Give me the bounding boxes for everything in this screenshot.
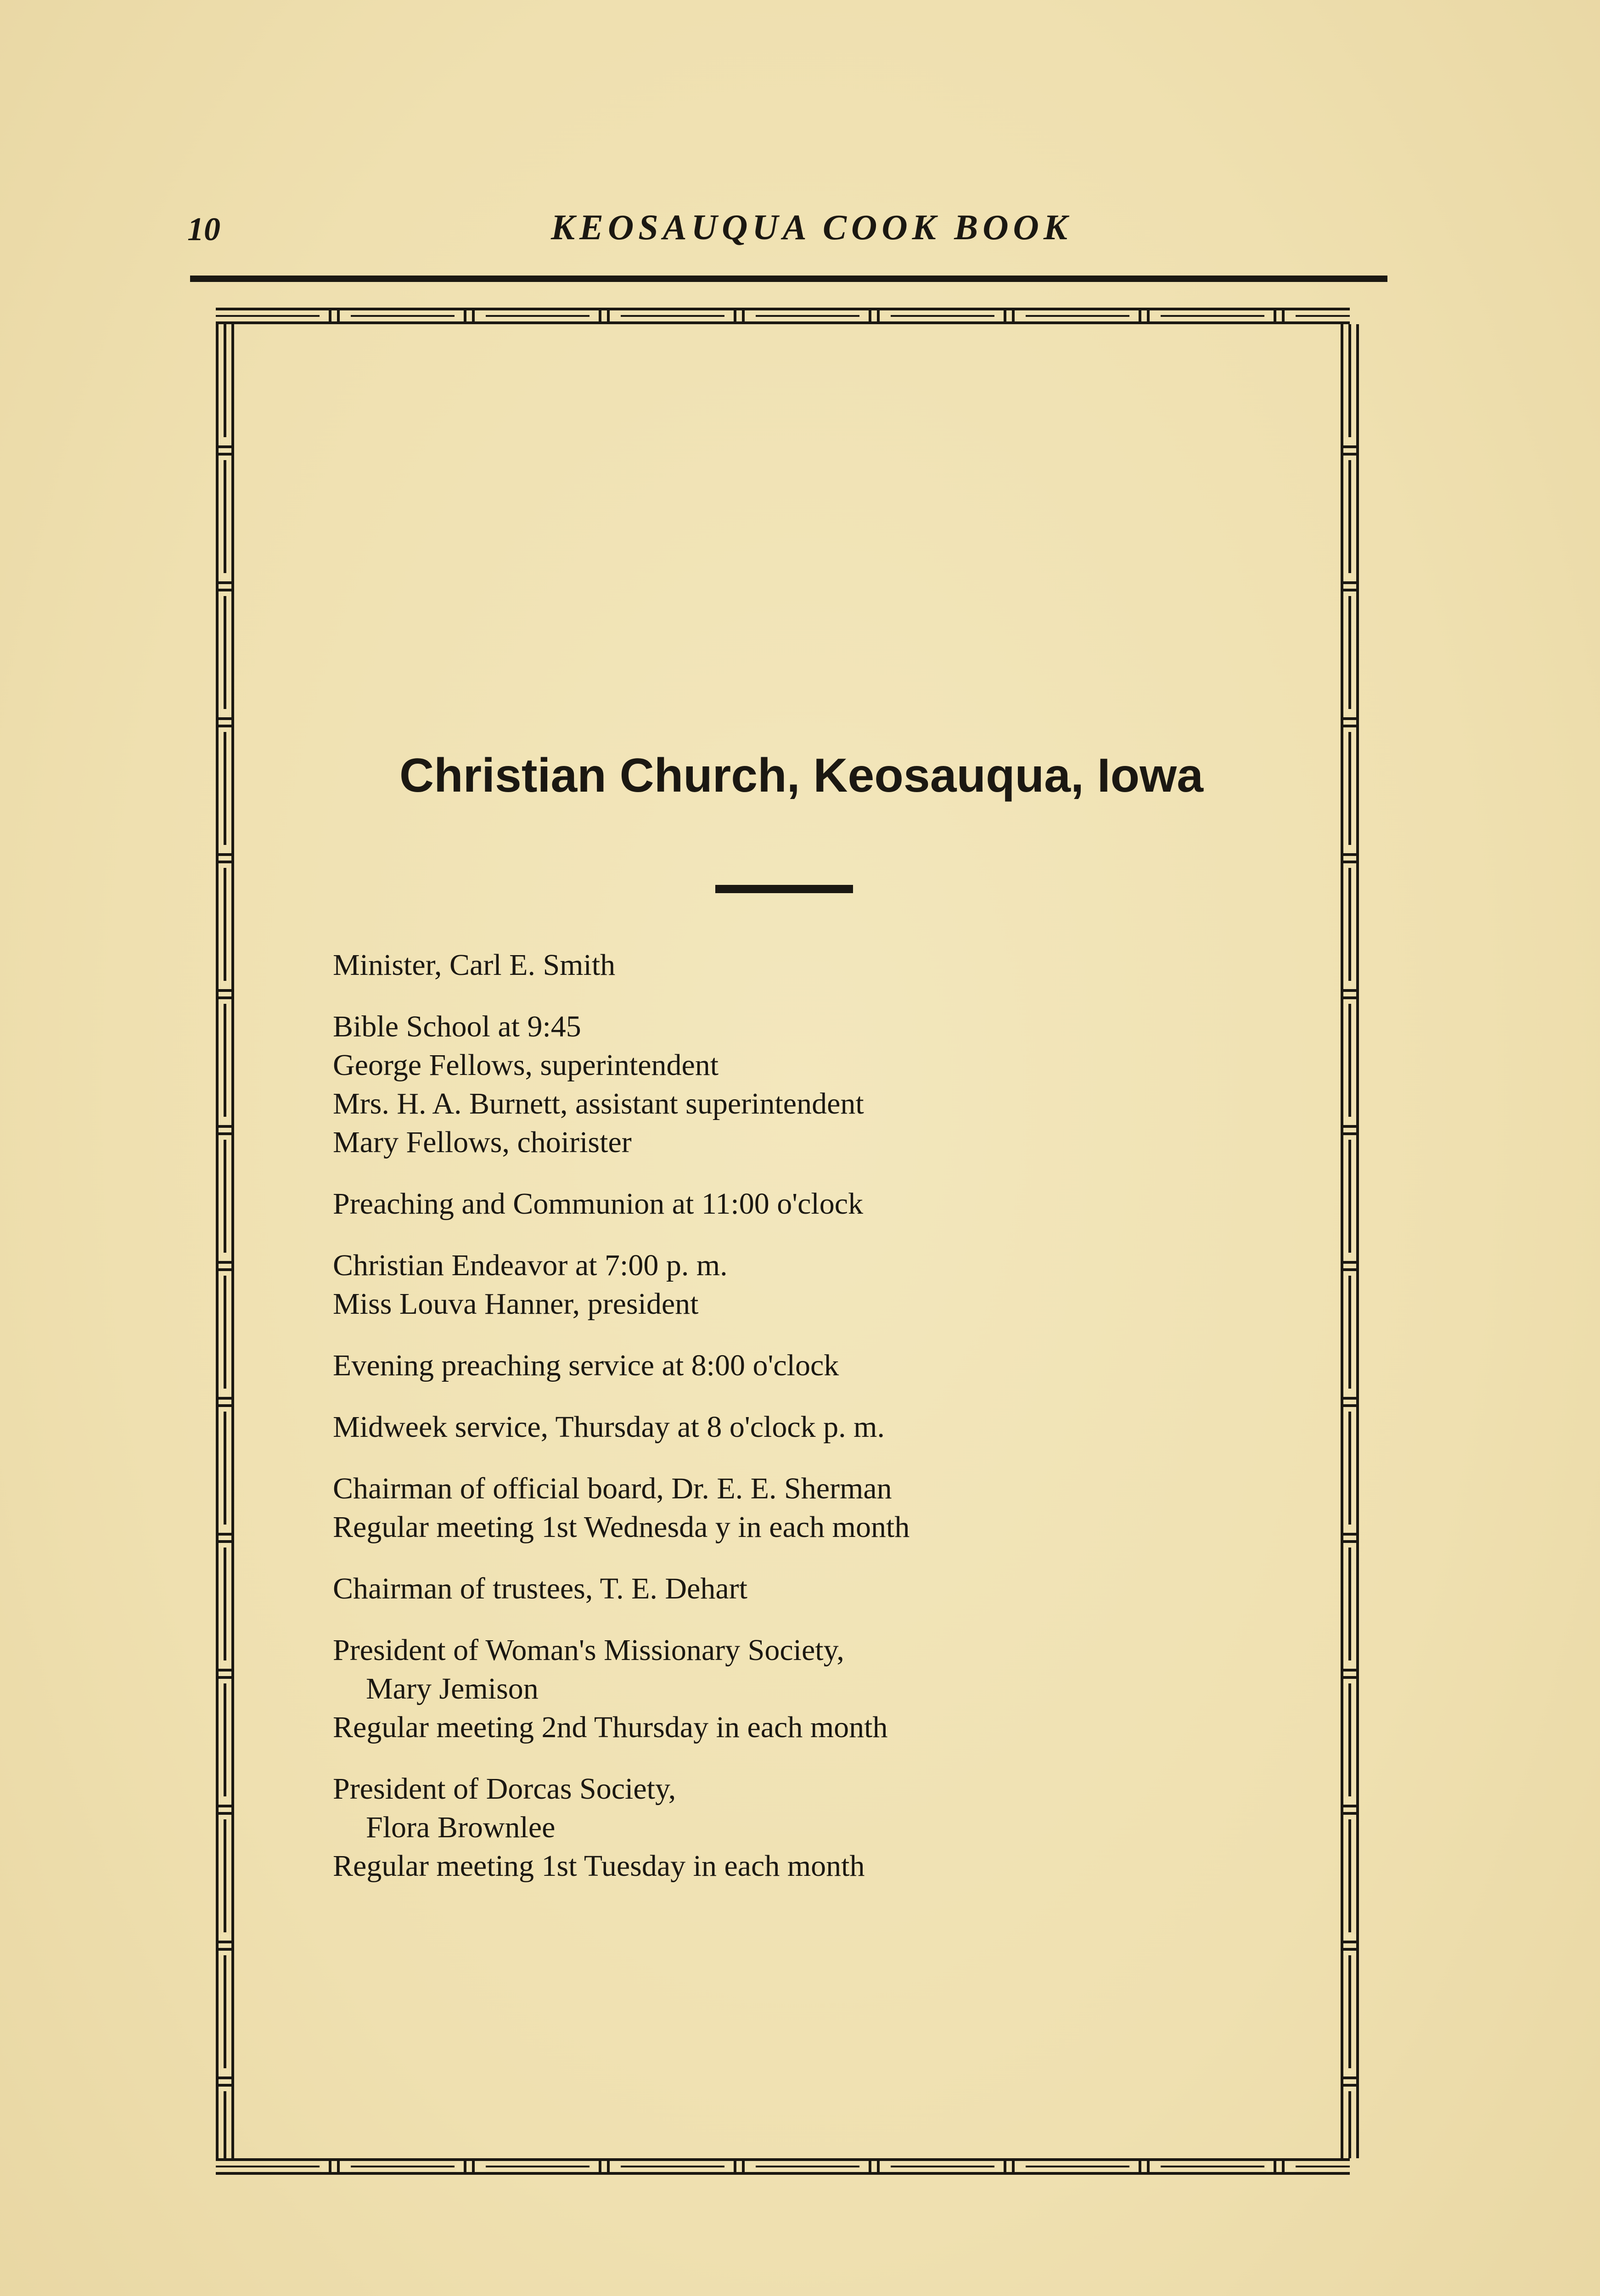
text-line: Miss Louva Hanner, president	[333, 1287, 699, 1321]
ornamental-border-right	[1341, 324, 1359, 2158]
text-line: Minister, Carl E. Smith	[333, 948, 616, 982]
text-line: Mary Jemison	[366, 1672, 539, 1705]
text-line: Regular meeting 1st Tuesday in each month	[333, 1849, 865, 1883]
official-board-entry	[333, 1469, 1320, 1547]
ornamental-border-left	[216, 324, 234, 2158]
trustees-entry	[333, 1570, 1320, 1608]
text-line: Christian Endeavor at 7:00 p. m.	[333, 1249, 728, 1282]
text-line: George Fellows, superintendent	[333, 1048, 719, 1082]
christian-endeavor-entry	[333, 1246, 1320, 1323]
running-head: KEOSAUQUA COOK BOOK	[551, 207, 1072, 247]
ornamental-border-bottom	[216, 2158, 1350, 2175]
midweek-service-entry	[333, 1408, 1320, 1446]
text-line: President of Dorcas Society,	[333, 1772, 676, 1806]
church-directory	[333, 946, 1320, 1908]
text-line: Flora Brownlee	[366, 1811, 556, 1844]
text-line: Midweek service, Thursday at 8 o'clock p. m.	[333, 1410, 885, 1444]
text-line: Regular meeting 1st Wednesda y in each month	[333, 1510, 910, 1544]
bible-school-entry	[333, 1007, 1320, 1162]
minister-entry	[333, 946, 1320, 985]
missionary-society-entry	[333, 1631, 1320, 1747]
text-line: Bible School at 9:45	[333, 1010, 581, 1043]
title-rule	[715, 885, 853, 893]
text-line: Regular meeting 2nd Thursday in each month	[333, 1711, 888, 1744]
page-number: 10	[187, 211, 220, 248]
preaching-entry	[333, 1185, 1320, 1223]
evening-service-entry	[333, 1346, 1320, 1385]
text-line: Mary Fellows, choirister	[333, 1125, 632, 1159]
dorcas-society-entry	[333, 1770, 1320, 1885]
text-line: Preaching and Communion at 11:00 o'clock	[333, 1187, 864, 1221]
text-line: President of Woman's Missionary Society,	[333, 1633, 844, 1667]
text-line: Mrs. H. A. Burnett, assistant superintendent	[333, 1087, 864, 1120]
text-line: Chairman of trustees, T. E. Dehart	[333, 1572, 747, 1605]
ornamental-border-top	[216, 308, 1350, 324]
text-line: Chairman of official board, Dr. E. E. Sherman	[333, 1472, 892, 1505]
page-title: Christian Church, Keosauqua, Iowa	[399, 749, 1203, 802]
header-rule	[190, 276, 1387, 282]
text-line: Evening preaching service at 8:00 o'clock	[333, 1349, 839, 1382]
